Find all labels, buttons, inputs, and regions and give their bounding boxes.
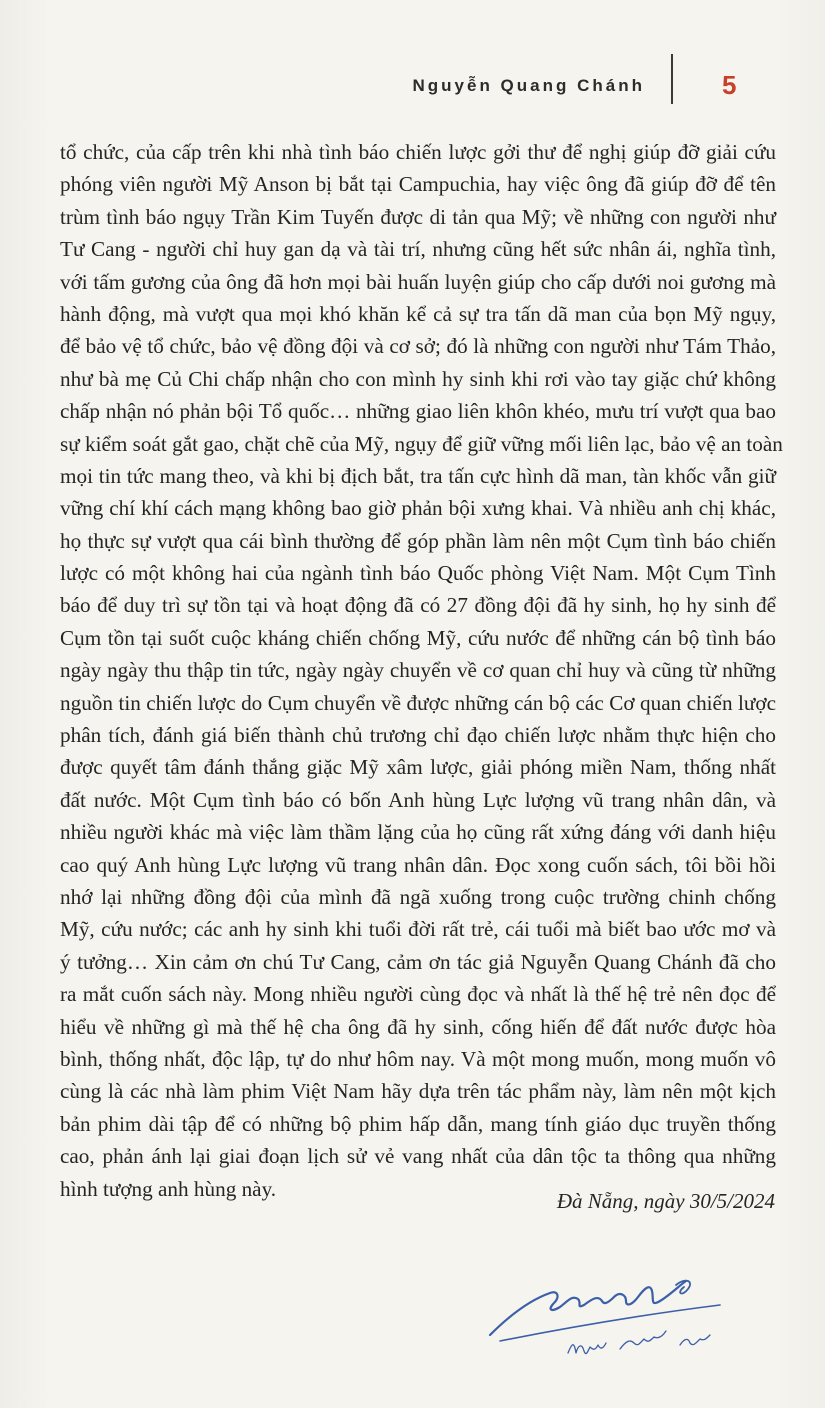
body-text <box>60 136 783 1205</box>
place-date: Đà Nẵng, ngày 30/5/2024 <box>556 1189 775 1213</box>
signature-underline <box>500 1305 720 1341</box>
body-line: như bà mẹ Củ Chi chấp nhận cho con mình hy sinh khi rơi vào tay giặc chứ không <box>60 366 776 391</box>
body-line: đất nước. Một Cụm tình báo có bốn Anh hùng Lực lượng vũ trang nhân dân, và <box>60 787 776 812</box>
body-line: để bảo vệ tổ chức, bảo vệ đồng đội và cơ sở; đó là những con người như Tám Thảo, <box>60 334 776 359</box>
body-line: phân tích, đánh giá biến thành chủ trương chỉ đạo chiến lược nhằm thực hiện cho <box>60 723 776 748</box>
body-line: với tấm gương của ông đã hơn mọi bài huấn luyện giúp cho cấp dưới noi gương mà <box>60 269 776 294</box>
body-line: cùng là các nhà làm phim Việt Nam hãy dựa trên tác phẩm này, làm nên một kịch <box>60 1079 776 1104</box>
signature-flourish <box>490 1281 686 1335</box>
body-line: tổ chức, của cấp trên khi nhà tình báo chiến lược gởi thư để nghị giúp đỡ giải cứu <box>60 140 776 164</box>
body-line: nguồn tin chiến lược do Cụm chuyển về được những cán bộ các Cơ quan chiến lược <box>60 690 776 715</box>
body-line: bình, thống nhất, độc lập, tự do như hôm nay. Và một mong muốn, mong muốn vô <box>60 1046 776 1071</box>
body-line: trùm tình báo ngụy Trần Kim Tuyến được di tản qua Mỹ; về những con người như <box>60 204 776 229</box>
body-line: cao, phản ánh lại giai đoạn lịch sử vẻ vang nhất của dân tộc ta thông qua những <box>60 1144 776 1169</box>
body-line: Cụm tồn tại suốt cuộc kháng chiến chống Mỹ, cứu nước để những cán bộ tình báo <box>60 625 776 650</box>
body-line: họ thực sự vượt qua cái bình thường để góp phần làm nên một Cụm tình báo chiến <box>60 528 776 553</box>
body-line: hiểu về những gì mà thế hệ cha ông đã hy sinh, cống hiến để đất nước được hòa <box>60 1014 776 1039</box>
running-header <box>0 70 825 110</box>
body-line: sự kiểm soát gắt gao, chặt chẽ của Mỹ, ngụy để giữ vững mối liên lạc, bảo vệ an toàn <box>60 431 783 456</box>
body-line: ý tưởng… Xin cảm ơn chú Tư Cang, cảm ơn tác giả Nguyễn Quang Chánh đã cho <box>60 949 776 974</box>
page-number: 5 <box>722 70 737 100</box>
body-line: phóng viên người Mỹ Anson bị bắt tại Campuchia, hay việc ông đã giúp đỡ để tên <box>60 172 776 197</box>
body-line: Mỹ, cứu nước; các anh hy sinh khi tuổi đời rất trẻ, cái tuổi mà biết bao ước mơ và <box>60 917 776 942</box>
body-line: hành động, mà vượt qua mọi khó khăn kể cả sự tra tấn dã man của bọn Mỹ ngụy, <box>60 301 776 326</box>
body-line: ngày ngày thu thập tin tức, ngày ngày chuyển về cơ quan chỉ huy và cũng từ những <box>60 658 776 683</box>
body-line: nhiều người khác mà việc làm thầm lặng của họ cũng rất xứng đáng với danh hiệu <box>60 820 776 845</box>
body-line: ra mắt cuốn sách này. Mong nhiều người cùng đọc và nhất là thế hệ trẻ nên đọc để <box>60 982 776 1007</box>
body-line: báo để duy trì sự tồn tại và hoạt động đã có 27 đồng đội đã hy sinh, họ hy sinh để <box>60 593 776 618</box>
body-line: chấp nhận nó phản bội Tổ quốc… những giao liên khôn khéo, mưu trí vượt qua bao <box>60 399 776 424</box>
signature-name-stroke <box>568 1331 710 1354</box>
body-line: lược có một không hai của ngành tình báo Quốc phòng Việt Nam. Một Cụm Tình <box>60 561 776 586</box>
handwritten-signature <box>480 1255 750 1365</box>
header-divider <box>671 54 673 104</box>
body-line: mọi tin tức mang theo, và khi bị địch bắt, tra tấn cực hình dã man, tàn khốc vẫn giữ <box>60 463 776 488</box>
body-line: vững chí khí cách mạng không bao giờ phản bội xưng khai. Và nhiều anh chị khác, <box>60 496 776 521</box>
body-line: hình tượng anh hùng này. <box>60 1176 277 1201</box>
body-line: cao quý Anh hùng Lực lượng vũ trang nhân dân. Đọc xong cuốn sách, tôi bồi hồi <box>60 852 776 877</box>
body-line: bản phim dài tập để có những bộ phim hấp dẫn, mang tính giáo dục truyền thống <box>60 1111 776 1136</box>
body-line: được quyết tâm đánh thắng giặc Mỹ xâm lược, giải phóng miền Nam, thống nhất <box>60 755 776 780</box>
running-header-author: Nguyễn Quang Chánh <box>412 76 645 95</box>
body-line: nhớ lại những đồng đội của mình đã ngã xuống trong cuộc trường chinh chống <box>60 884 776 909</box>
body-line: Tư Cang - người chỉ huy gan dạ và tài trí, nhưng cũng hết sức nhân ái, nghĩa tình, <box>60 237 776 262</box>
